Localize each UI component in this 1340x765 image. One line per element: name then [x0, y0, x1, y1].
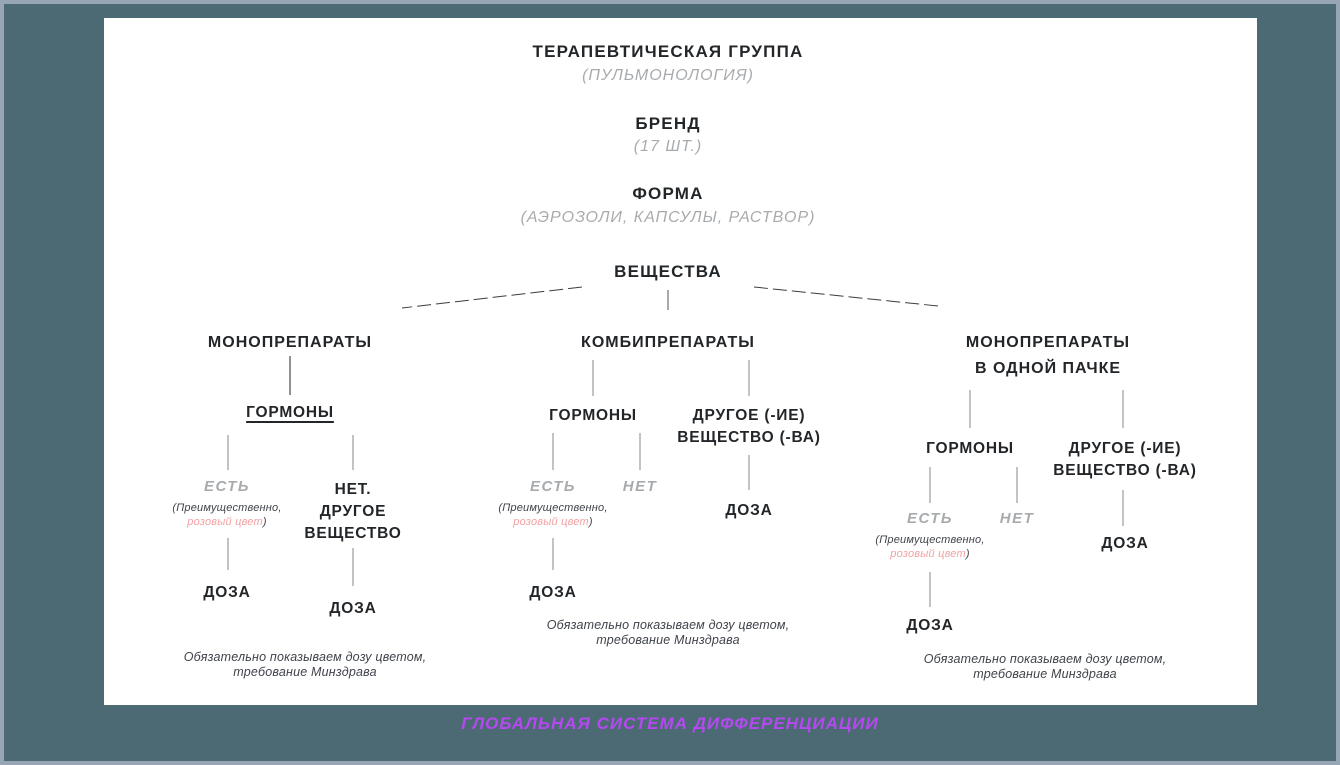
mono-pack-no-label: НЕТ	[999, 510, 1035, 527]
combo-other-line1: ДРУГОЕ (-ИЕ)	[692, 407, 806, 424]
mono-footnote-line1: Обязательно показываем дозу цветом,	[183, 650, 427, 664]
therapeutic-group-label: ТЕРАПЕВТИЧЕСКАЯ ГРУППА	[532, 42, 804, 61]
mono-pack-title-line1: МОНОПРЕПАРАТЫ	[965, 334, 1131, 351]
combo-has-note-pink: розовый цвет	[513, 516, 589, 528]
mono-pack-other-line2: ВЕЩЕСТВО (-ВА)	[1053, 462, 1197, 479]
mono-pack-dose-has-label: ДОЗА	[906, 617, 954, 634]
combo-has-note-close: )	[588, 516, 593, 528]
mono-has-note-pink: розовый цвет	[187, 516, 263, 528]
combo-has-note-line1: (Преимущественно,	[498, 502, 608, 514]
combo-hormones-label: ГОРМОНЫ	[549, 407, 637, 424]
combo-has-label: ЕСТЬ	[529, 478, 577, 495]
combo-dose-has-label: ДОЗА	[529, 584, 577, 601]
diagram-caption: ГЛОБАЛЬНАЯ СИСТЕМА ДИФФЕРЕНЦИАЦИИ	[461, 714, 879, 733]
mono-pack-footnote-line2: требование Минздрава	[973, 666, 1117, 681]
mono-hormones-label: ГОРМОНЫ	[246, 404, 334, 421]
mono-has-note-line2	[172, 515, 281, 529]
mono-pack-footnote-line1: Обязательно показываем дозу цветом,	[923, 652, 1167, 666]
combo-other-line2: ВЕЩЕСТВО (-ВА)	[677, 429, 821, 446]
form-label: ФОРМА	[632, 184, 704, 203]
mono-no-line1: НЕТ.	[334, 481, 372, 498]
mono-pack-has-note-line2	[875, 547, 984, 561]
mono-has-note-line1: (Преимущественно,	[172, 502, 282, 514]
mono-pack-hormones-label: ГОРМОНЫ	[926, 440, 1014, 457]
mono-pack-has-note-line1: (Преимущественно,	[875, 534, 985, 546]
mono-pack-has-note	[875, 533, 984, 561]
mono-pack-other-line1: ДРУГОЕ (-ИЕ)	[1068, 440, 1182, 457]
combo-other-label	[677, 405, 820, 449]
connector-line	[402, 287, 582, 308]
combo-footnote-line1: Обязательно показываем дозу цветом,	[546, 618, 790, 632]
therapeutic-group-value: (ПУЛЬМОНОЛОГИЯ)	[582, 67, 754, 84]
mono-no-line3: ВЕЩЕСТВО	[304, 525, 402, 542]
mono-pack-has-label: ЕСТЬ	[906, 510, 954, 527]
combo-footnote-line2: требование Минздрава	[596, 632, 740, 647]
diagram-card	[104, 18, 1257, 705]
combo-footnote	[547, 618, 790, 647]
mono-pack-title-line2: В ОДНОЙ ПАЧКЕ	[974, 360, 1122, 377]
mono-pack-other-label	[1053, 438, 1196, 482]
mono-pack-has-note-pink: розовый цвет	[890, 548, 966, 560]
mono-dose-has-label: ДОЗА	[203, 584, 251, 601]
mono-pack-footnote	[924, 652, 1167, 681]
mono-has-label: ЕСТЬ	[203, 478, 251, 495]
branch-combo-title: КОМБИПРЕПАРАТЫ	[581, 334, 755, 351]
combo-dose-other-label: ДОЗА	[725, 502, 773, 519]
combo-no-label: НЕТ	[622, 478, 658, 495]
mono-has-note	[172, 501, 281, 529]
mono-has-note-close: )	[262, 516, 267, 528]
branch-mono-title: МОНОПРЕПАРАТЫ	[207, 334, 373, 351]
mono-footnote	[184, 650, 427, 679]
mono-no-label	[304, 479, 401, 545]
substances-label: ВЕЩЕСТВА	[614, 262, 722, 281]
brand-label: БРЕНД	[635, 114, 701, 133]
mono-dose-no-label: ДОЗА	[329, 600, 377, 617]
combo-has-note	[498, 501, 607, 529]
combo-has-note-line2	[498, 515, 607, 529]
mono-pack-has-note-close: )	[965, 548, 970, 560]
branch-mono-pack-title	[966, 330, 1130, 382]
connector-line	[754, 287, 938, 306]
mono-footnote-line2: требование Минздрава	[233, 664, 377, 679]
mono-no-line2: ДРУГОЕ	[319, 503, 387, 520]
mono-pack-dose-other-label: ДОЗА	[1101, 535, 1149, 552]
form-value: (АЭРОЗОЛИ, КАПСУЛЫ, РАСТВОР)	[520, 209, 816, 226]
brand-value: (17 ШТ.)	[633, 138, 703, 155]
